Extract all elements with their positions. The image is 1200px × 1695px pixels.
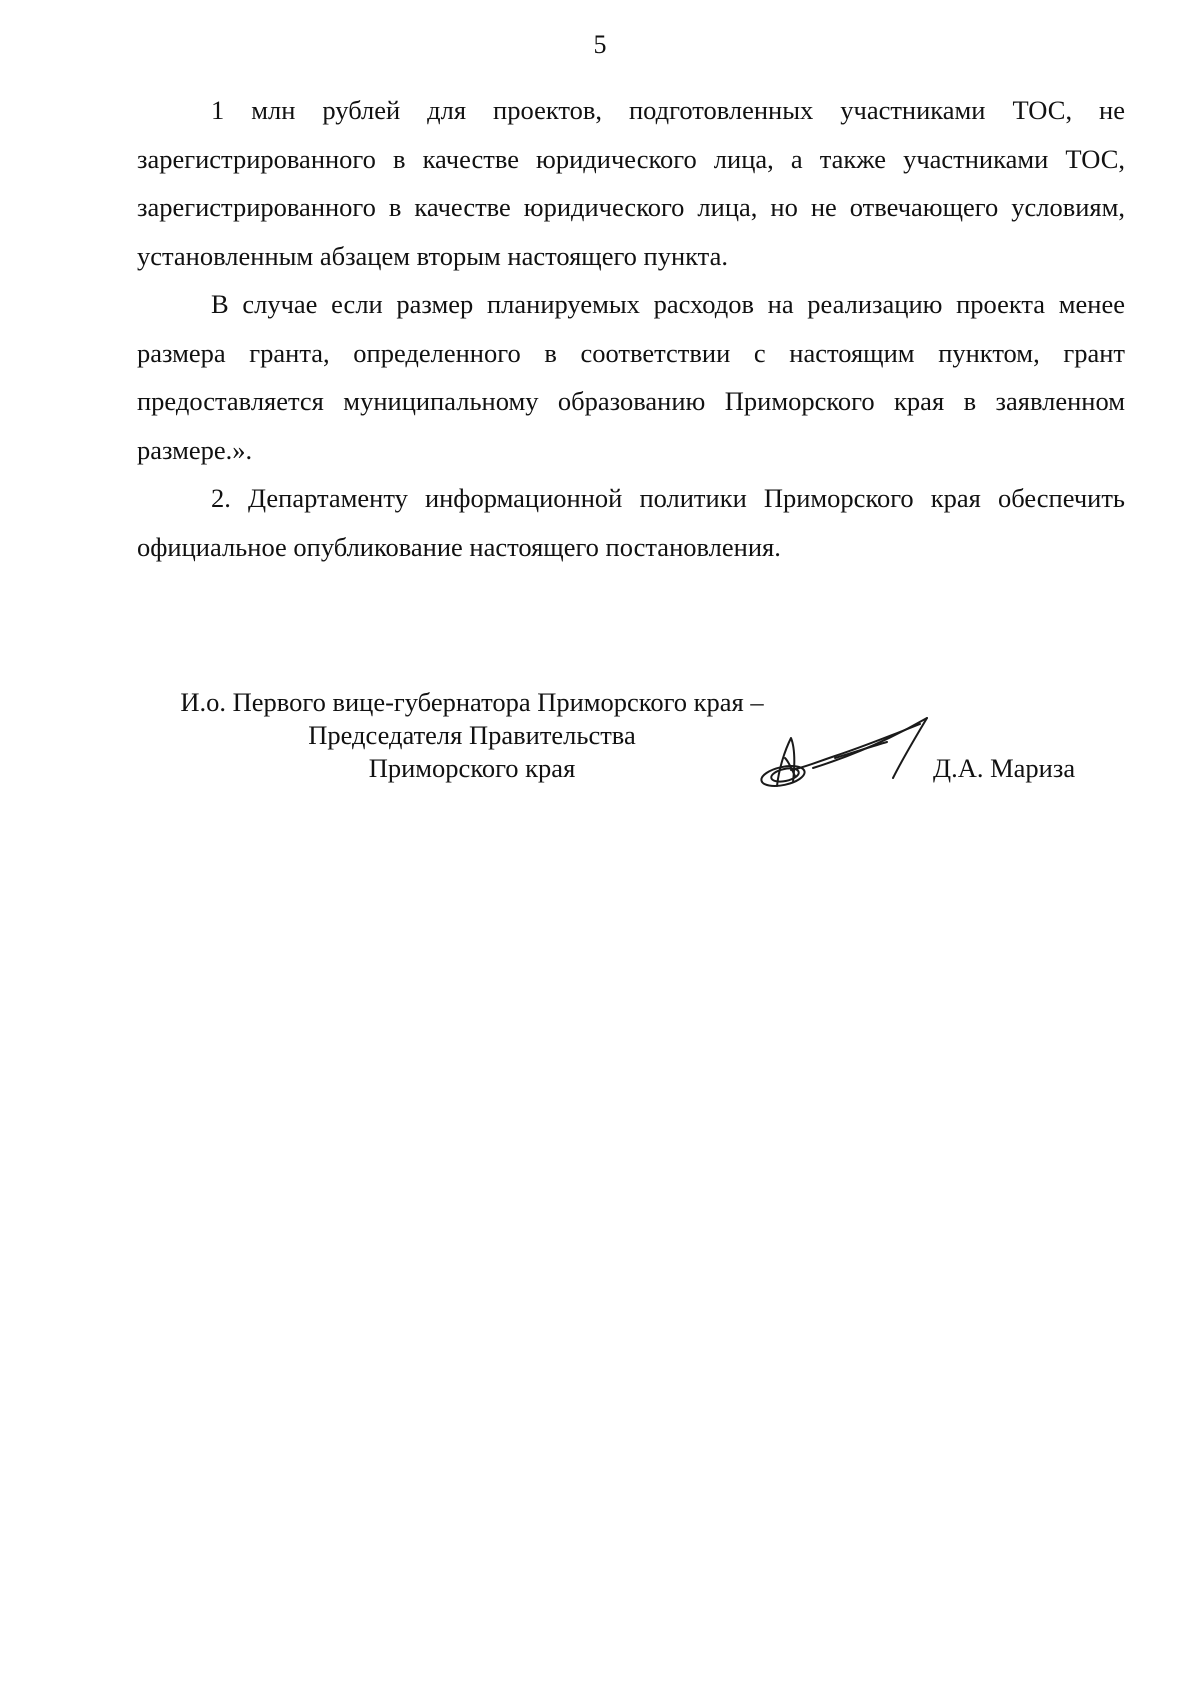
- signer-title: [152, 686, 792, 785]
- document-body: [137, 86, 1125, 571]
- signer-title-line: Приморского края: [368, 753, 576, 783]
- signer-name: Д.А. Мариза: [933, 753, 1076, 783]
- page-number: 5: [593, 30, 607, 59]
- signature-block: [0, 686, 1200, 826]
- signer-title-line: И.о. Первого вице-губернатора Приморского края –: [180, 687, 764, 717]
- paragraph-publication-order: 2. Департаменту информационной политики Приморского края обеспечить официальное опубликование настоящего постановления.: [137, 483, 1125, 562]
- signer-title-line: Председателя Правительства: [308, 720, 636, 750]
- handwritten-signature-icon: [755, 712, 955, 802]
- paragraph-grant-condition: В случае если размер планируемых расходов на реализацию проекта менее размера гранта, определенного в соответствии с настоящим пунктом, грант предоставляется муниципальному образованию Приморского края в заявленном размере.».: [137, 289, 1125, 465]
- paragraph-grant-amount: 1 млн рублей для проектов, подготовленных участниками ТОС, не зарегистрированного в качестве юридического лица, а также участниками ТОС, зарегистрированного в качестве юридического лица, но не отвечающего условиям, установленным абзацем вторым настоящего пункта.: [137, 95, 1125, 271]
